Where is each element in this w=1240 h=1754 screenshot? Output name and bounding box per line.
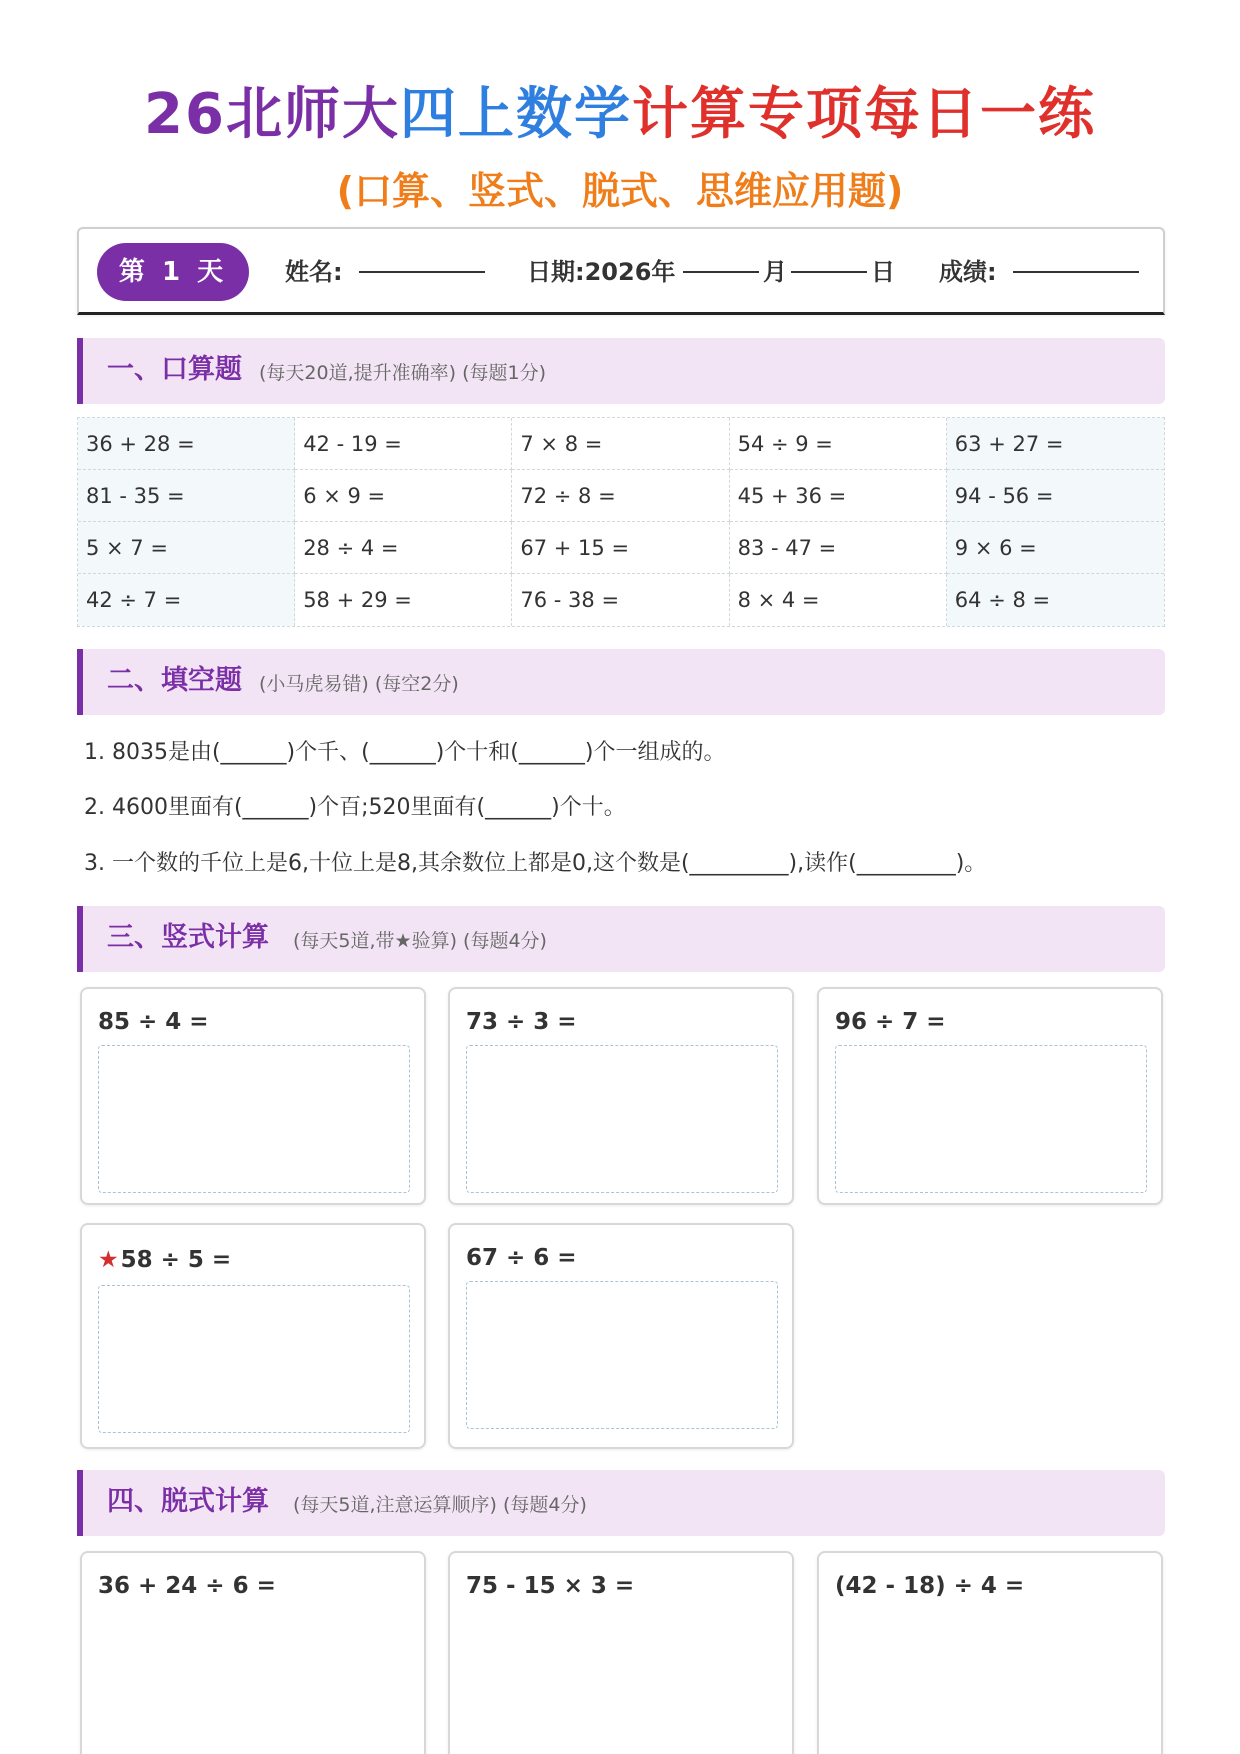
problem-expression: 58 ÷ 5 = (120, 1247, 232, 1273)
section-stepwise-note: (每天5道,注意运算顺序) (每题4分) (293, 1494, 587, 1516)
oral-problem: 5 × 7 = (78, 522, 295, 574)
oral-problem: 58 + 29 = (295, 574, 512, 626)
vertical-problem-card (80, 987, 426, 1205)
name-blank[interactable] (359, 271, 485, 273)
work-area[interactable] (98, 1285, 410, 1433)
problem-expression: 96 ÷ 7 = (835, 1009, 946, 1035)
section-fill-note: (小马虎易错) (每空2分) (259, 673, 459, 695)
vertical-problem-card (448, 1223, 794, 1449)
problem-expression: 36 + 24 ÷ 6 = (98, 1573, 276, 1599)
date-label: 日期:2026年 (527, 258, 676, 286)
vertical-problem-card (817, 987, 1163, 1205)
month-label: 月 (763, 258, 787, 286)
oral-problem-grid (77, 417, 1165, 627)
section-vertical-header (77, 906, 1165, 972)
oral-problem: 81 - 35 = (78, 470, 295, 522)
oral-problem: 42 - 19 = (295, 418, 512, 470)
oral-problem: 36 + 28 = (78, 418, 295, 470)
work-area[interactable] (466, 1281, 778, 1429)
fill-question-1: 1. 8035是由(______)个千、(______)个十和(______)个一组成的。 (84, 740, 726, 765)
section-fill-title: 二、填空题 (107, 665, 242, 696)
section-vertical-note: (每天5道,带★验算) (每题4分) (293, 930, 547, 952)
oral-problem: 42 ÷ 7 = (78, 574, 295, 626)
vertical-problem-card (448, 987, 794, 1205)
oral-problem: 64 ÷ 8 = (947, 574, 1164, 626)
problem-expression: 75 - 15 × 3 = (466, 1573, 635, 1599)
oral-problem: 6 × 9 = (295, 470, 512, 522)
fill-question-3: 3. 一个数的千位上是6,十位上是8,其余数位上都是0,这个数是(_________),读作(_________)。 (84, 851, 987, 876)
section-fill-header (77, 649, 1165, 715)
title-part-1: 26北师大 (144, 82, 400, 147)
oral-problem: 9 × 6 = (947, 522, 1164, 574)
oral-problem: 63 + 27 = (947, 418, 1164, 470)
student-info-box (77, 227, 1165, 315)
star-icon: ★ (98, 1247, 119, 1273)
problem-expression: 67 ÷ 6 = (466, 1245, 577, 1271)
score-label: 成绩: (939, 258, 997, 286)
day-badge: 第 1 天 (97, 243, 249, 301)
name-label: 姓名: (285, 258, 343, 286)
oral-problem: 76 - 38 = (512, 574, 729, 626)
section-oral-title: 一、口算题 (107, 354, 242, 385)
page-subtitle: (口算、竖式、脱式、思维应用题) (336, 169, 904, 213)
work-area[interactable] (835, 1045, 1147, 1193)
month-blank[interactable] (683, 271, 759, 273)
section-stepwise-title: 四、脱式计算 (107, 1486, 269, 1517)
oral-problem: 83 - 47 = (730, 522, 947, 574)
stepwise-problem-card[interactable] (448, 1551, 794, 1754)
section-stepwise-header (77, 1470, 1165, 1536)
section-oral-header (77, 338, 1165, 404)
oral-problem: 7 × 8 = (512, 418, 729, 470)
section-vertical-title: 三、竖式计算 (107, 922, 269, 953)
work-area[interactable] (466, 1045, 778, 1193)
oral-problem: 45 + 36 = (730, 470, 947, 522)
stepwise-problem-card[interactable] (817, 1551, 1163, 1754)
title-part-2: 四上数学 (399, 82, 632, 147)
page-title (0, 70, 1240, 150)
day-label: 日 (871, 258, 895, 286)
vertical-problem-card-starred (80, 1223, 426, 1449)
problem-expression: (42 - 18) ÷ 4 = (835, 1573, 1025, 1599)
oral-problem: 8 × 4 = (730, 574, 947, 626)
oral-problem: 28 ÷ 4 = (295, 522, 512, 574)
fill-question-2: 2. 4600里面有(______)个百;520里面有(______)个十。 (84, 795, 626, 820)
oral-problem: 72 ÷ 8 = (512, 470, 729, 522)
oral-problem: 54 ÷ 9 = (730, 418, 947, 470)
problem-expression: 73 ÷ 3 = (466, 1009, 577, 1035)
score-blank[interactable] (1013, 271, 1139, 273)
oral-problem: 67 + 15 = (512, 522, 729, 574)
day-blank[interactable] (791, 271, 867, 273)
section-oral-note: (每天20道,提升准确率) (每题1分) (259, 362, 546, 384)
problem-expression: 85 ÷ 4 = (98, 1009, 209, 1035)
work-area[interactable] (98, 1045, 410, 1193)
oral-problem: 94 - 56 = (947, 470, 1164, 522)
title-part-3: 计算专项每日一练 (631, 82, 1096, 147)
stepwise-problem-card[interactable] (80, 1551, 426, 1754)
